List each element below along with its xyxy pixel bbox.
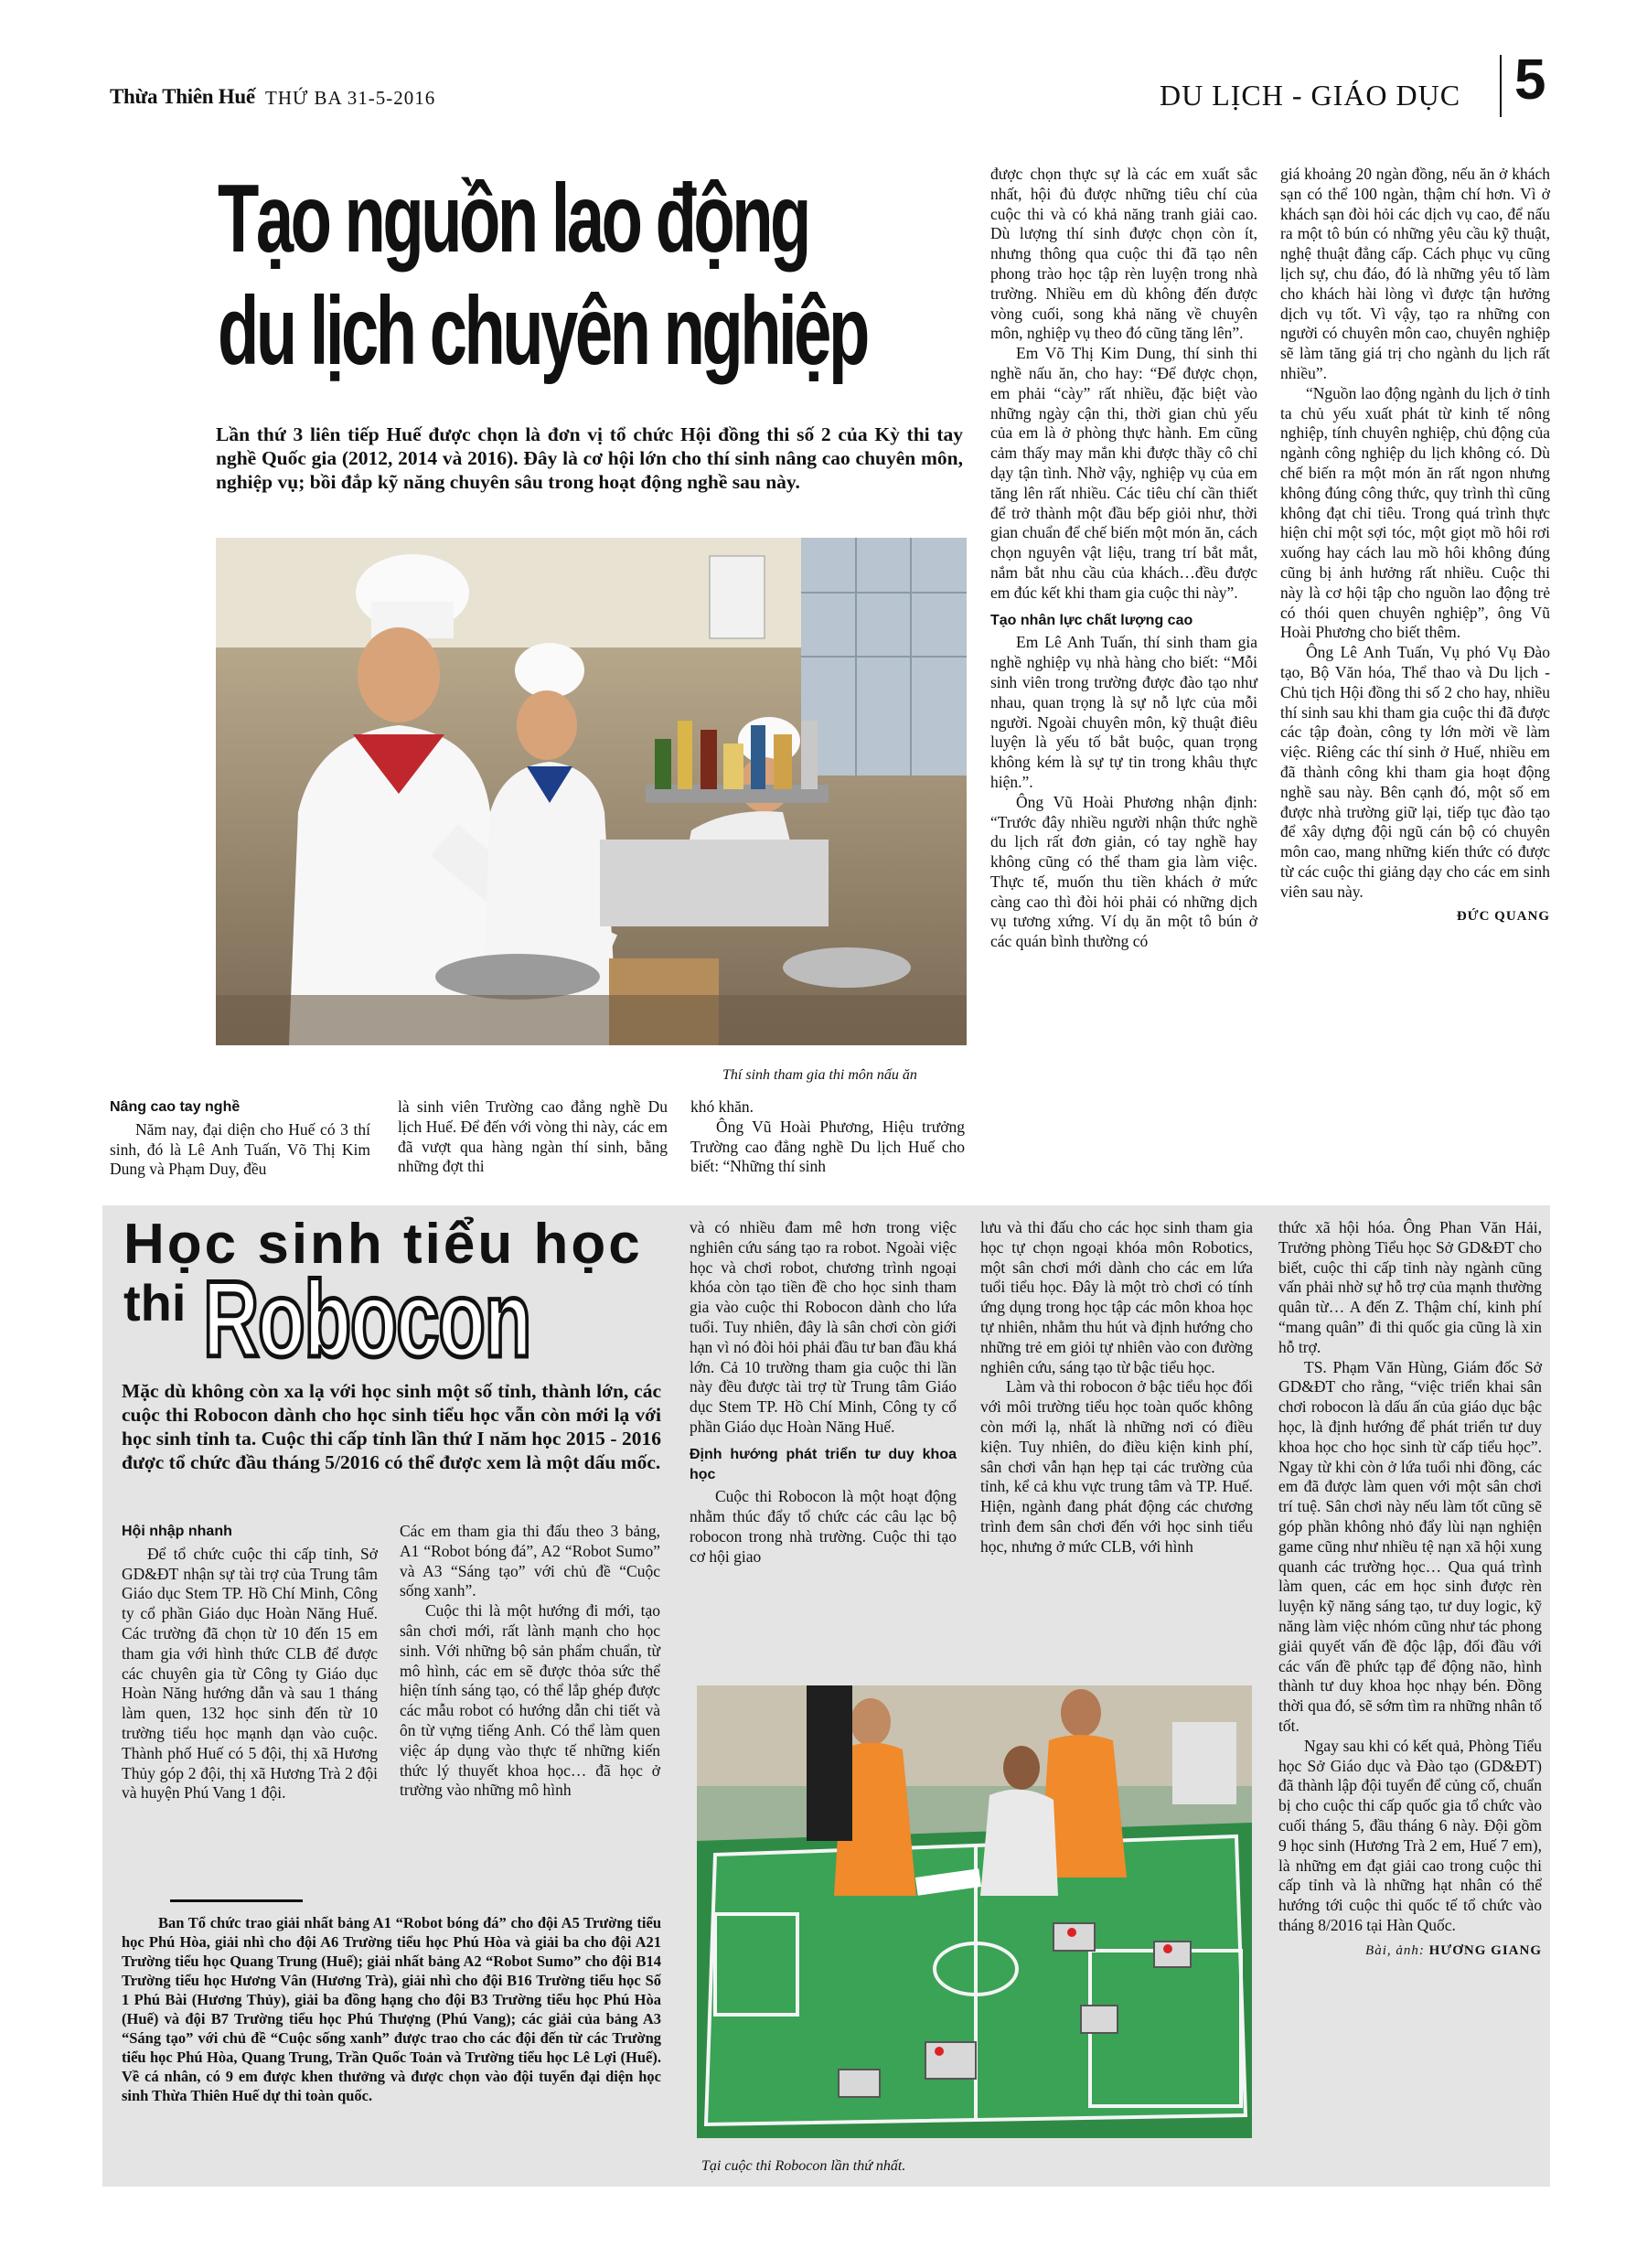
article2-col-b (400, 1522, 660, 1801)
page-number: 5 (1514, 48, 1546, 112)
paragraph: Làm và thi robocon ở bậc tiểu học đối với môi trường tiểu học toàn quốc không còn mới lạ, nhất là những nơi có điều kiện. Tuy nhiên, do điều kiện kinh phí, sân chơi vẫn hạn hẹp tại các trường của tỉnh, kể cả khu vực trung tâm và TP. Huế. Hiện, ngành đang phát động các chương trình đem sân chơi đến với học sinh tiểu học, nhưng ở mức CLB, với hình (980, 1377, 1253, 1556)
subheading-nang-cao: Nâng cao tay nghề (110, 1099, 241, 1115)
article1-col-d (990, 165, 1257, 952)
article1-col-e (1280, 165, 1550, 927)
paragraph: Để tổ chức cuộc thi cấp tỉnh, Sở GD&ĐT nhận sự tài trợ của Trung tâm Giáo dục Stem TP. Hồ Chí Minh, Công ty cổ phần Giáo dục Hoàn Năng Huế. Các trường đã chọn từ 10 đến 15 em tham gia với hình thức CLB để được các chuyên gia từ Công ty Giáo dục Hoàn Năng hướng dẫn và sau 1 tháng làm quen, 132 học sinh đến từ 10 trường tiểu học mạnh dạn vào cuộc. Thành phố Huế có 5 đội, thị xã Hương Thủy góp 2 đội, thị xã Hương Trà 2 đội và huyện Phú Vang 1 đội. (122, 1544, 378, 1803)
header-divider (1500, 55, 1502, 117)
paragraph: Ngay sau khi có kết quả, Phòng Tiểu học Sở Giáo dục và Đào tạo (GD&ĐT) đã thành lập đội tuyển để củng cố, chuẩn bị cho cuộc thi cấp quốc gia tổ chức vào cuối tháng 5, đầu tháng 6 này. Đội gồm 9 học sinh (Hương Trà 2 em, Huế 7 em), là những em đạt giải cao trong cuộc thi cấp tỉnh và là những hạt nhân có thể hướng tới cuộc thi quốc tế tổ chức vào tháng 8/2016 tại Hàn Quốc. (1278, 1736, 1542, 1934)
paragraph: giá khoảng 20 ngàn đồng, nếu ăn ở khách sạn có thể 100 ngàn, thậm chí hơn. Vì ở khách sạn đòi hỏi các dịch vụ cao, để nấu ra một tô bún có những yêu cầu kỹ thuật, nghệ thuật đẳng cấp. Cách phục vụ cũng lịch sự, chu đáo, đó là những yêu tố làm cho khách hài lòng vì được tận hưởng dịch vụ tốt. Vì vậy, tạo ra những con người có chuyên môn cao, chuyên nghiệp sẽ làm tăng giá trị cho ngành du lịch rất nhiều”. (1280, 165, 1550, 382)
paragraph: Cuộc thi là một hướng đi mới, tạo sân chơi mới, rất lành mạnh cho học sinh. Với những bộ sản phẩm chuẩn, từ mô hình, các em sẽ được thỏa sức thể hiện tính sáng tạo, có thể lắp ghép được các mẫu robot có hướng dẫn chi tiết và ôn từ vựng tiếng Anh. Có thể làm quen việc áp dụng vào thực tế những kiến thức lý thuyết khoa học… đã học ở trường vào những mô hình (400, 1601, 660, 1800)
article1-title-line1: Tạo nguồn lao động (218, 165, 808, 273)
subheading-hoi-nhap: Hội nhập nhanh (122, 1524, 232, 1539)
article1-photo-caption: Thí sinh tham gia thi môn nấu ăn (722, 1067, 917, 1083)
paragraph: Các em tham gia thi đấu theo 3 bảng, A1 “Robot bóng đá”, A2 “Robot Sumo” và A3 “Sáng tạo” với chủ đề “Cuộc sống xanh”. (400, 1522, 660, 1600)
article2-col-a (122, 1522, 378, 1803)
paragraph: thức xã hội hóa. Ông Phan Văn Hải, Trưởng phòng Tiểu học Sở GD&ĐT cho biết, cuộc thi cấp tỉnh này ngành cũng vấn phải nhờ sự hỗ trợ của mạnh thường quân từ… A đến Z. Thậm chí, kinh phí “mang quân” đi thi quốc gia cũng là xin hỗ trợ. (1278, 1218, 1542, 1356)
article2-lead: Mặc dù không còn xa lạ với học sinh một số tỉnh, thành lớn, các cuộc thi Robocon dành cho học sinh tiểu học vẫn còn mới lạ với học sinh tỉnh ta. Cuộc thi cấp tỉnh lần thứ I năm học 2015 - 2016 được tổ chức đầu tháng 5/2016 có thể được xem là một dấu mốc. (122, 1380, 661, 1473)
paragraph: là sinh viên Trường cao đẳng nghề Du lịch Huế. Để đến với vòng thi này, các em đã vượt qua hàng ngàn thí sinh, bằng những đợt thi (398, 1097, 668, 1176)
subheading-nhan-luc: Tạo nhân lực chất lượng cao (990, 612, 1193, 628)
author-name: HƯƠNG GIANG (1428, 1942, 1542, 1958)
article1-col-c (690, 1097, 965, 1177)
article2-col-c (690, 1218, 957, 1567)
article2-col-e (1278, 1218, 1542, 1961)
paragraph: Cuộc thi Robocon là một hoạt động nhằm thúc đẩy tổ chức các câu lạc bộ robocon trong nhà trường. Cuộc thi tạo cơ hội giao (690, 1487, 957, 1566)
paragraph: Năm nay, đại diện cho Huế có 3 thí sinh, đó là Lê Anh Tuấn, Võ Thị Kim Dung và Phạm Duy, đều (110, 1119, 370, 1179)
paragraph: được chọn thực sự là các em xuất sắc nhất, hội đủ được những tiêu chí của cuộc thi và có khả năng tranh giải cao. Dù lượng thí sinh được chọn còn ít, nhưng thông qua cuộc thi đã tạo nên phong trào học tập rèn luyện trong nhà trường. Nhiều em dù không đến được vòng cuối, song khả năng về chuyên môn, nghiệp vụ theo đó cũng tăng lên”. (990, 165, 1257, 343)
article2-title-robocon: Robocon (203, 1259, 531, 1380)
section-title: DU LỊCH - GIÁO DỤC (1160, 79, 1461, 112)
paragraph: “Nguồn lao động ngành du lịch ở tỉnh ta chủ yếu xuất phát từ kinh tế nông nghiệp, tính chuyên nghiệp, chủ động của ngành công nghiệp du lịch không có. Dù chế biến ra một món ăn rất ngon nhưng không đúng công thức, quy trình thì cũng không đạt chỉ tiêu. Trong quá trình thực hiện chỉ một sợi tóc, một giọt mồ hôi rơi xuống hay cách lau mồ hôi không đúng cũng bị ảnh hưởng rất nhiều. Cuộc thi này là cơ hội tập cho nguồn lao động trẻ có thói quen chuyên nghiệp”, ông Vũ Hoài Phương cho biết thêm. (1280, 383, 1550, 642)
article1-col-a (110, 1097, 370, 1180)
paragraph: khó khăn. (690, 1097, 754, 1116)
paragraph: Ông Lê Anh Tuấn, Vụ phó Vụ Đào tạo, Bộ Văn hóa, Thể thao và Du lịch - Chủ tịch Hội đồng thi số 2 cho hay, nhiều thí sinh sau khi tham gia cuộc thi đã được các tập đoàn, công ty lớn mời về làm việc. Riêng các thí sinh ở Huế, nhiều em đã thành công khi tham gia hoạt động nghề sau này. Bên cạnh đó, một số em được nhà trường giữ lại, tiếp tục đào tạo để xây dựng đội ngũ cán bộ có chuyên môn cao, mang những kiến thức có được từ các cuộc thi giảng dạy cho các em sinh viên sau này. (1280, 643, 1550, 901)
robocon-field-image (697, 1685, 1252, 2138)
author-prefix: Bài, ảnh: (1365, 1942, 1425, 1958)
paragraph: TS. Phạm Văn Hùng, Giám đốc Sở GD&ĐT cho rằng, “việc triển khai sân chơi robocon là dấu ấn của giáo dục bậc học, là định hướng để phát triển tư duy khoa học cho học sinh từ cấp tiểu học”. Ngay từ khi còn ở lứa tuổi nhi đồng, các em đã được làm quen với một sân chơi trí tuệ. Sân chơi này nếu làm tốt cũng sẽ góp phần không nhỏ đẩy lùi nạn nghiện game cũng như nhiều tệ nạn xã hội xung quanh các trường học… Qua quá trình làm quen, các em học sinh được rèn luyện kỹ năng sáng tạo, tư duy logic, kỹ năng làm việc nhóm cũng như tác phong giải quyết vấn đề độc lập, đối đầu với các vấn đề phức tạp để động não, hình thành tư duy khoa học nhạy bén. Đồng thời qua đó, sẽ sớm tìm ra những nhân tố tốt. (1278, 1357, 1542, 1735)
article1-author: ĐỨC QUANG (1456, 909, 1550, 925)
article2-title-line1: Học sinh tiểu học (123, 1213, 643, 1276)
article2-title-thi: thi (123, 1274, 187, 1332)
paragraph: và có nhiều đam mê hơn trong việc nghiên cứu sáng tạo ra robot. Ngoài việc học và chơi robot, chương trình ngoại khóa còn tạo tiền đề cho học sinh tham gia vào cuộc thi Robocon dành cho lứa tuổi. Tuy nhiên, đây là sân chơi còn giới hạn vì nó đòi hỏi phải đầu tư ban đầu khá lớn. Cả 10 trường tham gia cuộc thi lần này đều được tài trợ từ Trung tâm Giáo dục Stem TP. Hồ Chí Minh, Công ty cổ phần Giáo dục Hoàn Năng Huế. (690, 1218, 957, 1436)
cooking-competition-image (216, 538, 967, 1045)
article1-title-line2: du lịch chuyên nghiệp (218, 277, 867, 385)
award-rule (170, 1899, 303, 1902)
paragraph: Em Lê Anh Tuấn, thí sinh tham gia nghề nghiệp vụ nhà hàng cho biết: “Mỗi sinh viên trong trường được đào tạo như nhau, quan trọng là sự nỗ lực của mỗi người. Ngoài chuyên môn, kỹ thuật điêu luyện là yếu tố bắt buộc, quan trọng không kém là sự tự tin trong khâu thực hiện.”. (990, 633, 1257, 791)
award-box: Ban Tổ chức trao giải nhất bảng A1 “Robot bóng đá” cho đội A5 Trường tiểu học Phú Hòa, giải nhì cho đội A6 Trường tiểu học Phú Hòa và giải ba cho đội A21 Trường tiểu học Quang Trung (Huế); giải nhất bảng A2 “Robot Sumo” cho đội B14 Trường tiểu học Hương Vân (Hương Trà), giải nhì cho đội B16 Trường tiểu học Số 1 Phú Bài (Hương Thủy), giải ba đồng hạng cho đội B3 Trường tiểu học Phú Hòa (Huế) và đội B7 Trường tiểu học Phú Thượng (Phú Vang); các giải của bảng A3 “Sáng tạo” với chủ đề “Cuộc sống xanh” được trao cho các đội đến từ các Trường tiểu học Phú Hòa, Quang Trung, Trần Quốc Toản và Trường tiểu học Lê Lợi (Huế). Về cá nhân, có 9 em được khen thưởng và được chọn vào đội tuyển đại diện học sinh Thừa Thiên Huế dự thi toàn quốc. (122, 1914, 661, 2104)
article2-author (1278, 1942, 1542, 1962)
article2-col-d (980, 1218, 1253, 1557)
subheading-dinh-huong: Định hướng phát triển tư duy khoa học (690, 1446, 957, 1482)
article1-lead: Lần thứ 3 liên tiếp Huế được chọn là đơn vị tổ chức Hội đồng thi số 2 của Kỳ thi tay nghề Quốc gia (2012, 2014 và 2016). Đây là cơ hội lớn cho thí sinh nâng cao chuyên môn, nghiệp vụ; bồi đắp kỹ năng chuyên sâu trong hoạt động nghề sau này. (216, 423, 963, 493)
article2-photo-caption: Tại cuộc thi Robocon lần thứ nhất. (701, 2158, 906, 2174)
issue-date: THỨ BA 31-5-2016 (265, 87, 436, 109)
paragraph: Em Võ Thị Kim Dung, thí sinh thi nghề nấu ăn, cho hay: “Để được chọn, em phải “cày” rất nhiều, đặc biệt vào những ngày cận thi, thời gian chủ yếu của em là ở phòng thực hành. Em cũng cảm thấy may mắn khi được thầy cô chỉ dạy tận tình. Nhờ vậy, nghiệp vụ của em tăng lên rất nhiều. Các tiêu chí cần thiết để trở thành một đầu bếp giỏi như, thời gian chuẩn để chế biến một món ăn, cách chọn nguyên vật liệu, trang trí bắt mắt, nắm bắt nhu cầu của khách…đều được em đúc kết khi tham gia cuộc thi này”. (990, 344, 1257, 602)
article2-photo (697, 1685, 1252, 2138)
paragraph: Ông Vũ Hoài Phương, Hiệu trưởng Trường cao đẳng nghề Du lịch Huế cho biết: “Những thí sinh (690, 1117, 965, 1176)
paragraph: lưu và thi đấu cho các học sinh tham gia học tự chọn ngoại khóa môn Robotics, một sân chơi mới dành cho các em lứa tuổi tiểu học. Đây là một trò chơi có tính ứng dụng trong học tập các môn khoa học tự nhiên, nhằm thu hút và định hướng cho những trẻ em giỏi tự nhiên vào con đường nghiên cứu, sáng tạo từ bậc tiểu học. (980, 1218, 1253, 1376)
paragraph: Ông Vũ Hoài Phương nhận định: “Trước đây nhiều người nhận thức nghề du lịch rất đơn giản, có tay nghề hay không cũng có thể tham gia làm việc. Thực tế, muốn thu tiền khách ở mức càng cao thì đòi hỏi phải có những dịch vụ tương xứng. Ví dụ ăn một tô bún ở các quán bình thường có (990, 792, 1257, 951)
newspaper-name: Thừa Thiên Huế (110, 85, 255, 108)
article1-col-b (398, 1097, 668, 1177)
article1-photo (216, 538, 967, 1045)
